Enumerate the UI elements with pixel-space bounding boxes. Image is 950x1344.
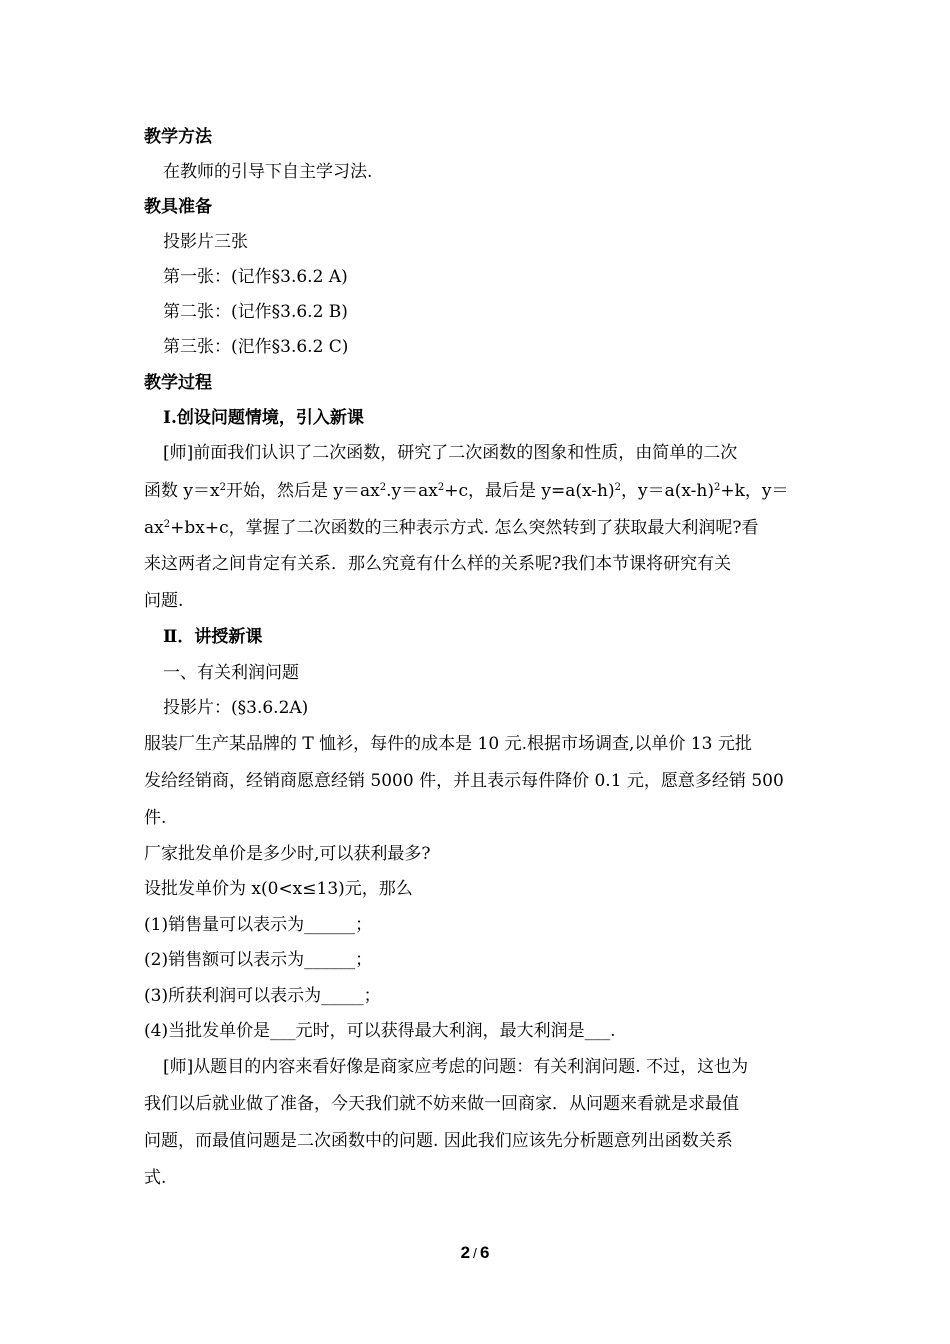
- problem-question: 厂家批发单价是多少时,可以获利最多?: [144, 844, 431, 864]
- teaching-method-heading: 教学方法: [144, 127, 212, 147]
- problem-setup: 设批发单价为 x(0<x≤13)元，那么: [144, 879, 413, 899]
- teaching-process-heading: 教学过程: [144, 373, 212, 393]
- sub-question-3: (3)所获利润可以表示为_____；: [144, 986, 381, 1006]
- teacher-paragraph-line: 式.: [144, 1168, 167, 1188]
- problem-line: 件.: [144, 808, 167, 828]
- problem-line: 发给经销商，经销商愿意经销 5000 件，并且表示每件降价 0.1 元，愿意多经销 500: [144, 771, 784, 791]
- part2-heading: Ⅱ．讲授新课: [163, 627, 263, 647]
- current-page: 2: [460, 1243, 471, 1262]
- sub-question-1: (1)销售量可以表示为______；: [144, 915, 373, 935]
- part2-subheading: 一、有关利润问题: [163, 663, 299, 683]
- teaching-tools-intro: 投影片三张: [163, 232, 248, 252]
- teacher-paragraph-line: [师]从题目的内容来看好像是商家应考虑的问题：有关利润问题. 不过，这也为: [163, 1057, 749, 1077]
- part1-heading: Ⅰ.创设问题情境，引入新课: [163, 408, 364, 428]
- total-pages: 6: [479, 1243, 490, 1262]
- slide-item-1: 第一张：(记作§3.6.2 A): [163, 267, 348, 287]
- slide-item-2: 第二张：(记作§3.6.2 B): [163, 302, 348, 322]
- problem-line: 服装厂生产某品牌的 T 恤衫，每件的成本是 10 元.根据市场调查,以单价 13 元批: [144, 734, 752, 754]
- teacher-paragraph-line: 问题，而最值问题是二次函数中的问题. 因此我们应该先分析题意列出函数关系: [144, 1131, 733, 1151]
- teacher-paragraph-line: 我们以后就业做了准备，今天我们就不妨来做一回商家．从问题来看就是求最值: [144, 1094, 739, 1114]
- page-separator: /: [473, 1245, 477, 1261]
- sub-question-2: (2)销售额可以表示为______；: [144, 950, 373, 970]
- teaching-tools-heading: 教具准备: [144, 197, 212, 217]
- page-number: [0, 1243, 950, 1263]
- part1-paragraph-line: 函数 $y=x^2$开始，然后是 $y=ax^2.y=ax^2+c$，最后是 $y=a(x-h)^2$，$y=a(x-h)^2+k$，y＝: [144, 481, 789, 501]
- part1-paragraph-line: 问题.: [144, 591, 184, 611]
- teaching-method-text: 在教师的引导下自主学习法.: [163, 162, 373, 182]
- slide-reference: 投影片：(§3.6.2A): [163, 698, 309, 718]
- slide-item-3: 第三张：(汜作§3.6.2 C): [163, 337, 349, 357]
- sub-question-4: (4)当批发单价是___元时，可以获得最大利润，最大利润是___.: [144, 1021, 616, 1041]
- part1-paragraph-line: $ax^2+bx+c$，掌握了二次函数的三种表示方式. 怎么突然转到了获取最大利润呢?看: [144, 518, 759, 538]
- part1-paragraph-line: 来这两者之间肯定有关系．那么究竟有什么样的关系呢?我们本节课将研究有关: [144, 554, 732, 574]
- part1-paragraph-line: [师]前面我们认识了二次函数，研究了二次函数的图象和性质，由简单的二次: [163, 443, 738, 463]
